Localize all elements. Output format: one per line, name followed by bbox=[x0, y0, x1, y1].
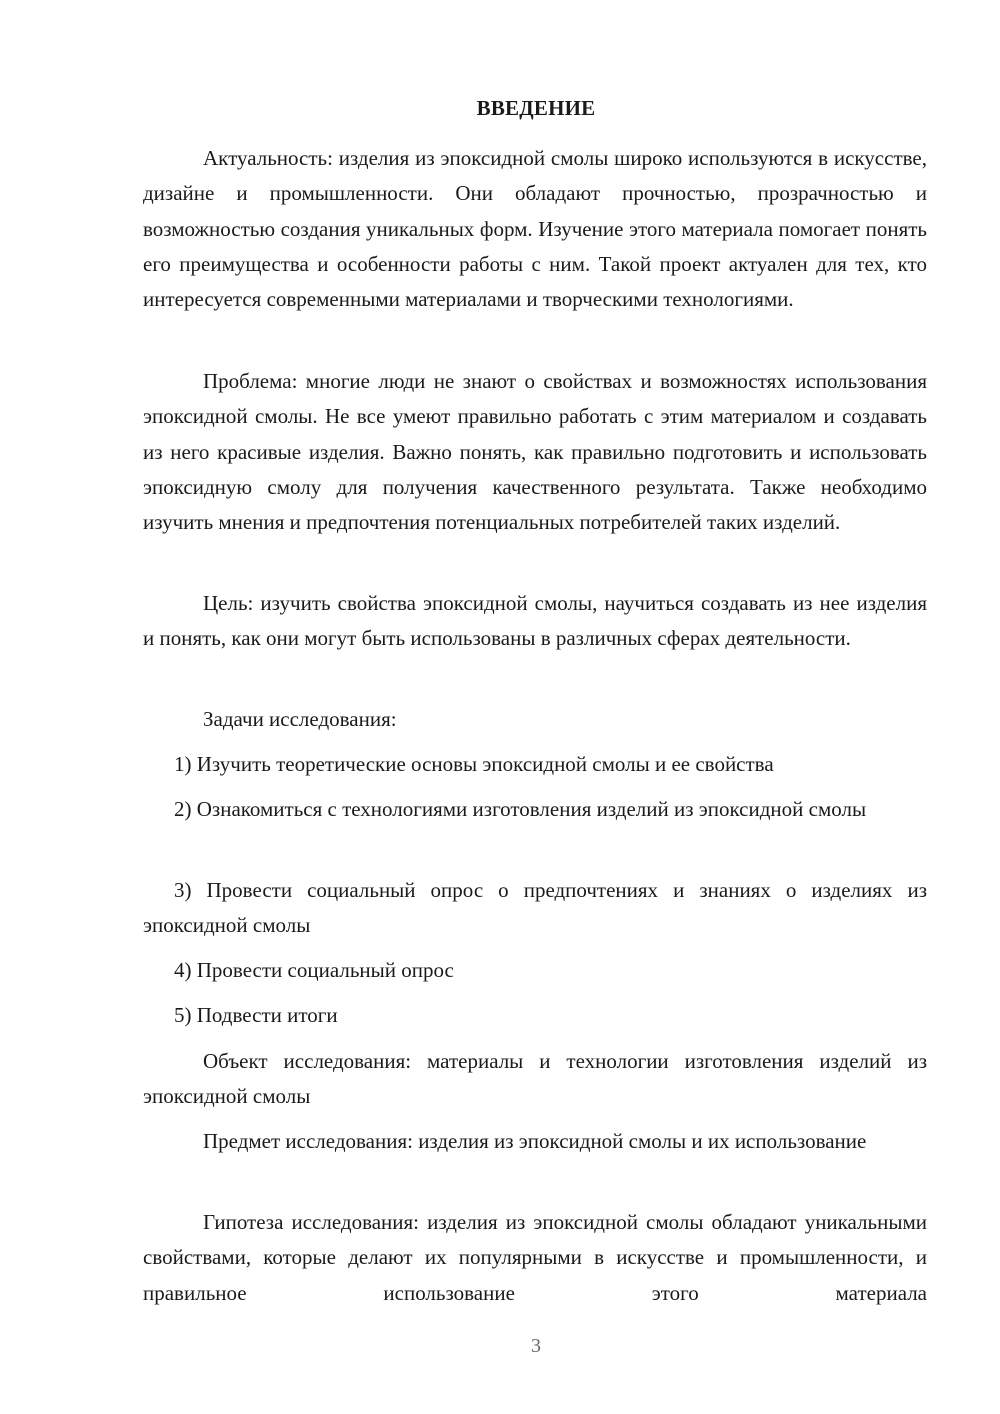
task-item-2-block bbox=[143, 792, 927, 827]
paragraph-goal: Цель: изучить свойства эпоксидной смолы, научиться создавать из нее изделия и понять, как они могут быть использованы в различных сферах деятельности. bbox=[143, 591, 927, 651]
tasks-title: Задачи исследования: bbox=[203, 707, 397, 731]
tasks-title-block bbox=[143, 702, 927, 737]
page-number: 3 bbox=[531, 1335, 541, 1357]
paragraph-problem-block bbox=[143, 364, 927, 540]
paragraph-object-block bbox=[143, 1044, 927, 1115]
paragraph-problem: Проблема: многие люди не знают о свойствах и возможностях использования эпоксидной смолы. Не все умеют правильно работать с этим материалом и создавать из него красивые изделия. Важно понять, как правильно подготовить и использовать эпоксидную смолу для получения качественного результата. Также необходимо изучить мнения и предпочтения потенциальных потребителей таких изделий. bbox=[143, 369, 927, 535]
task-item-4: 4) Провести социальный опрос bbox=[174, 958, 454, 982]
task-item-5-block bbox=[143, 998, 927, 1033]
task-item-3-block bbox=[143, 873, 927, 944]
paragraph-relevance-block bbox=[143, 141, 927, 317]
paragraph-subject: Предмет исследования: изделия из эпоксидной смолы и их использование bbox=[203, 1129, 867, 1153]
task-item-1: 1) Изучить теоретические основы эпоксидной смолы и ее свойства bbox=[174, 752, 774, 776]
page-title: ВВЕДЕНИЕ bbox=[476, 96, 596, 120]
paragraph-object: Объект исследования: материалы и технологии изготовления изделий из эпоксидной смолы bbox=[143, 1049, 927, 1109]
paragraph-hypothesis-block bbox=[143, 1205, 927, 1311]
task-item-5: 5) Подвести итоги bbox=[174, 1003, 338, 1027]
task-item-2: 2) Ознакомиться с технологиями изготовления изделий из эпоксидной смолы bbox=[174, 797, 867, 821]
task-item-3: 3) Провести социальный опрос о предпочтениях и знаниях о изделиях из эпоксидной смолы bbox=[143, 878, 927, 938]
task-item-1-block bbox=[143, 747, 927, 782]
task-item-4-block bbox=[143, 953, 927, 988]
paragraph-hypothesis: Гипотеза исследования: изделия из эпоксидной смолы обладают уникальными свойствами, которые делают их популярными в искусстве и промышленности, и правильное использование этого материала bbox=[143, 1210, 927, 1305]
paragraph-subject-block bbox=[143, 1124, 927, 1159]
paragraph-goal-block bbox=[143, 586, 927, 657]
paragraph-relevance: Актуальность: изделия из эпоксидной смолы широко используются в искусстве, дизайне и промышленности. Они обладают прочностью, прозрачностью и возможностью создания уникальных форм. Изучение этого материала помогает понять его преимущества и особенности работы с ним. Такой проект актуален для тех, кто интересуется современными материалами и творческими технологиями. bbox=[143, 146, 927, 312]
